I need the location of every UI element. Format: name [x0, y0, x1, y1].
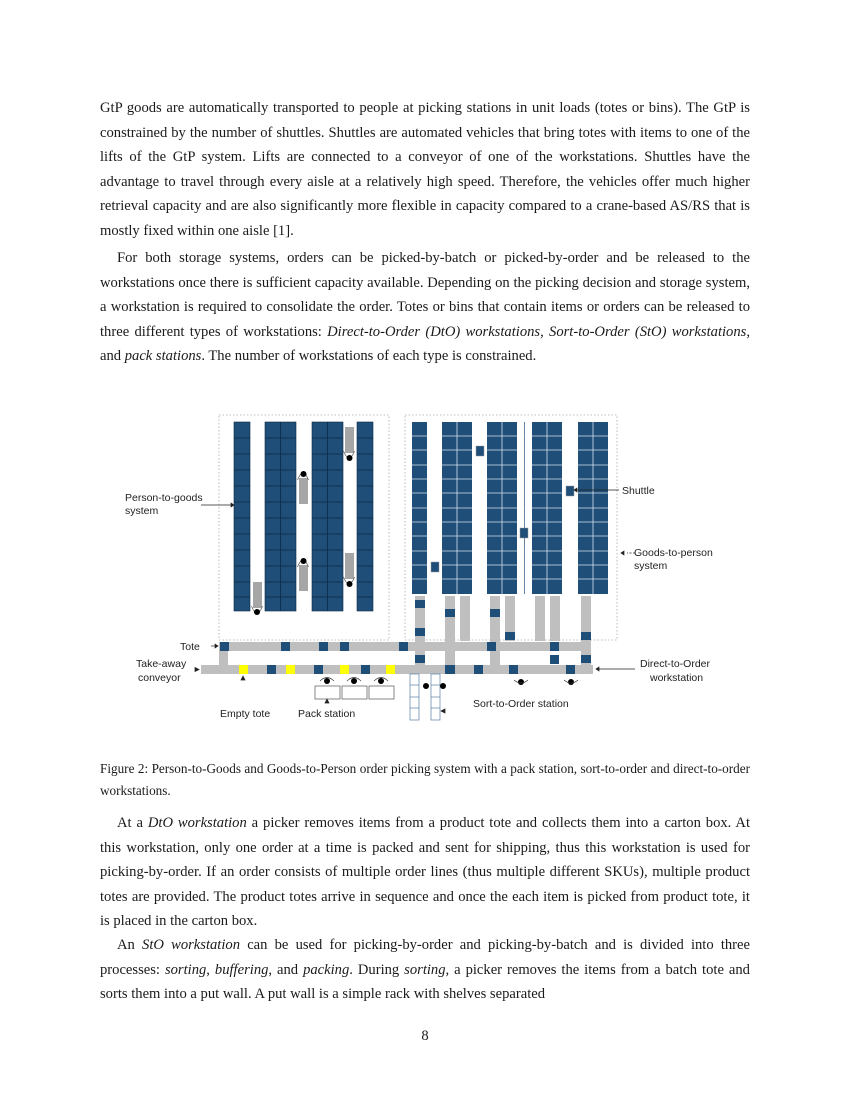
- label-dto-2: workstation: [650, 672, 704, 684]
- figure-caption: Figure 2: Person-to-Goods and Goods-to-Person order picking system with a pack station, sort-to-order and direct-to-order workstations.: [100, 761, 750, 798]
- label-ptg-2: system: [125, 505, 159, 517]
- term-packing: packing: [303, 961, 350, 978]
- label-takeaway: Take-away: [136, 658, 187, 670]
- pack-stations: [315, 678, 394, 700]
- term-sto: StO workstation: [142, 937, 241, 953]
- warehouse-diagram: [115, 410, 735, 730]
- term-sto: Sort-to-Order (StO) workstations: [549, 323, 747, 340]
- term-sorting: sorting: [404, 961, 446, 978]
- takeaway-conveyor: [201, 665, 593, 674]
- text: . During: [349, 961, 405, 978]
- text: can be used for picking-by-order and picking-by-batch and is divided into three processes:: [100, 937, 750, 978]
- page-number: 8: [421, 1028, 429, 1044]
- text: , a picker removes the items from a batch tote and sorts them into a put wall. A put wall is a simple rack with shelves separated: [100, 961, 750, 1003]
- paragraph-sto: [100, 933, 750, 1007]
- label-pack-station: Pack station: [298, 708, 356, 720]
- text: ,: [540, 323, 550, 340]
- label-empty-tote: Empty tote: [220, 708, 271, 720]
- term-dto: Direct-to-Order (DtO) workstations: [327, 323, 541, 340]
- term-dto: DtO workstation: [147, 815, 247, 831]
- label-ptg: Person-to-goods: [125, 492, 203, 504]
- lifts: [415, 596, 591, 670]
- paragraph-dto: [100, 811, 750, 934]
- sto-put-walls: [410, 674, 440, 720]
- term-pack: pack stations: [124, 348, 202, 365]
- label-takeaway-2: conveyor: [138, 672, 181, 684]
- term-sorting: sorting: [164, 961, 207, 978]
- text: , and: [100, 323, 750, 365]
- paragraph-gtp-description: GtP goods are automatically transported to people at picking stations in unit loads (totes or bins). The GtP is constrained by the number of shuttles. Shuttles are automated vehicles that bring totes with items to one of the lifts of the GtP system. Lifts are connected to a conveyor of one of the workstations. Shuttles have the advantage to travel through every aisle at a relatively high speed. Therefore, the vehicles offer much higher retrieval capacity and are also significantly more flexible in capacity compared to a crane-based AS/RS that is mostly fixed within one aisle [1].: [100, 100, 750, 239]
- label-gtp-2: system: [634, 560, 668, 572]
- paragraph-storage-systems: [100, 246, 750, 369]
- label-gtp: Goods-to-person: [634, 547, 713, 559]
- label-dto: Direct-to-Order: [640, 658, 711, 670]
- text: An: [117, 937, 143, 953]
- label-tote: Tote: [180, 641, 200, 653]
- term-buffering: buffering: [214, 961, 269, 978]
- label-sto-station: Sort-to-Order station: [473, 698, 569, 710]
- text: a picker removes items from a product tote and collects them into a carton box. At this workstation, only one order at a time is packed and sent for shipping, thus this workstation is used for picking-by-order. If an order consists of multiple order lines (thus multiple different SKUs), multiple product totes are provided. The product totes arrive in sequence and once the each item is picked from product tote, it is placed in the carton box.: [100, 815, 750, 930]
- text: , and: [268, 961, 304, 978]
- label-shuttle: Shuttle: [622, 485, 655, 497]
- text: . The number of workstations of each type is constrained.: [201, 348, 537, 365]
- text: ,: [206, 961, 215, 978]
- gtp-racks: [412, 420, 608, 596]
- text: At a: [117, 815, 148, 831]
- figure-picking-system: [115, 410, 735, 730]
- text: For both storage systems, orders can be picked-by-batch or picked-by-order and be released to the workstations once there is sufficient capacity available. Depending on the picking decision and storage system, a workstation is required to consolidate the order. Totes or bins that contain items or orders can be released to three different types of workstations:: [100, 250, 750, 340]
